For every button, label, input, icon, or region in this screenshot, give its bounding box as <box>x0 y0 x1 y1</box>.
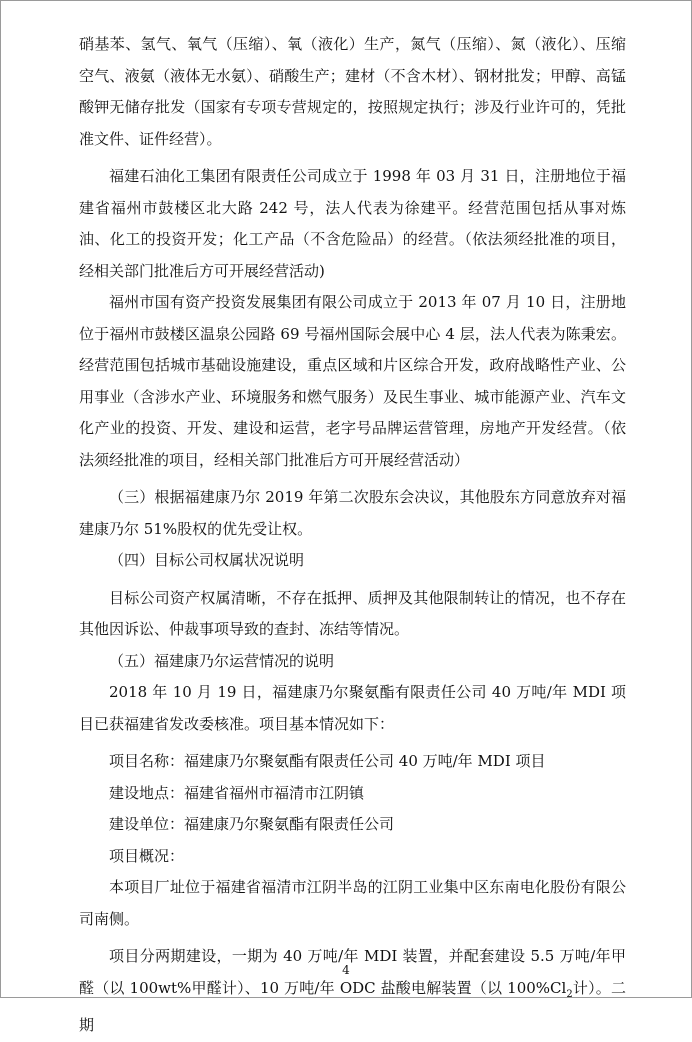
section-heading-four: （四）目标公司权属状况说明 <box>109 551 305 569</box>
page-content <box>79 29 626 1042</box>
phases-text-end: 计）。二期 <box>79 978 626 1034</box>
project-builder-line: 建设单位：福建康乃尔聚氨酯有限责任公司 <box>109 815 395 833</box>
project-overview-label: 项目概况： <box>109 846 185 865</box>
project-location-line: 建设地点：福建省福州市福清市江阴镇 <box>109 783 365 802</box>
section-heading-five: （五）福建康乃尔运营情况的说明 <box>109 651 335 670</box>
paragraph-project-site: 本项目厂址位于福建省福清市江阴半岛的江阴工业集中区东南电化股份有限公司南侧。 <box>79 878 626 928</box>
paragraph-ownership-status: 目标公司资产权属清晰，不存在抵押、质押及其他限制转让的情况，也不存在其他因诉讼、仲裁事项导致的查封、冻结等情况。 <box>79 588 626 638</box>
paragraph-section-three: （三）根据福建康乃尔 2019 年第二次股东会决议，其他股东方同意放弃对福建康乃尔 51%股权的优先受让权。 <box>79 488 626 538</box>
phases-text-start: 项目分两期建设，一期为 40 万吨/年 MDI 装置，并配套建设 5.5 万吨/年甲醛（以 100wt%甲醛计）、10 万吨/年 ODC 盐酸电解装置（以 100%Cl <box>79 947 626 997</box>
paragraph-project-phases <box>79 941 626 1042</box>
page-number: 4 <box>342 963 350 977</box>
project-name-line: 项目名称：福建康乃尔聚氨酯有限责任公司 40 万吨/年 MDI 项目 <box>109 752 546 770</box>
paragraph-fujian-petrochemical: 福建石油化工集团有限责任公司成立于 1998 年 03 月 31 日，注册地位于福建省福州市鼓楼区北大路 242 号，法人代表为徐建平。经营范围包括从事对炼油、化工的投资开发；化工产品（不含危险品）的经营。（依法须经批准的项目，经相关部门批准后方可开展经营活动) <box>79 167 626 280</box>
paragraph-project-approval: 2018 年 10 月 19 日，福建康乃尔聚氨酯有限责任公司 40 万吨/年 MDI 项目已获福建省发改委核准。项目基本情况如下： <box>79 683 626 733</box>
paragraph-fuzhou-state-assets: 福州市国有资产投资发展集团有限公司成立于 2013 年 07 月 10 日，注册地位于福州市鼓楼区温泉公园路 69 号福州国际会展中心 4 层，法人代表为陈秉宏。经营范围包括城市基础设施建设，重点区域和片区综合开发，政府战略性产业、公用事业（含涉水产业、环境服务和燃气服务）及民生事业、城市能源产业、汽车文化产业的投资、开发、建设和运营，老字号品牌运营管理，房地产开发经营。（依法须经批准的项目，经相关部门批准后方可开展经营活动） <box>79 293 626 469</box>
chlorine-subscript: 2 <box>566 988 573 1000</box>
paragraph-business-scope-continued: 硝基苯、氢气、氧气（压缩）、氧（液化）生产，氮气（压缩）、氮（液化）、压缩空气、液氨（液体无水氨）、硝酸生产；建材（不含木材）、钢材批发；甲醇、高锰酸钾无储存批发（国家有专项专营规定的，按照规定执行；涉及行业许可的，凭批准文件、证件经营）。 <box>79 35 626 148</box>
